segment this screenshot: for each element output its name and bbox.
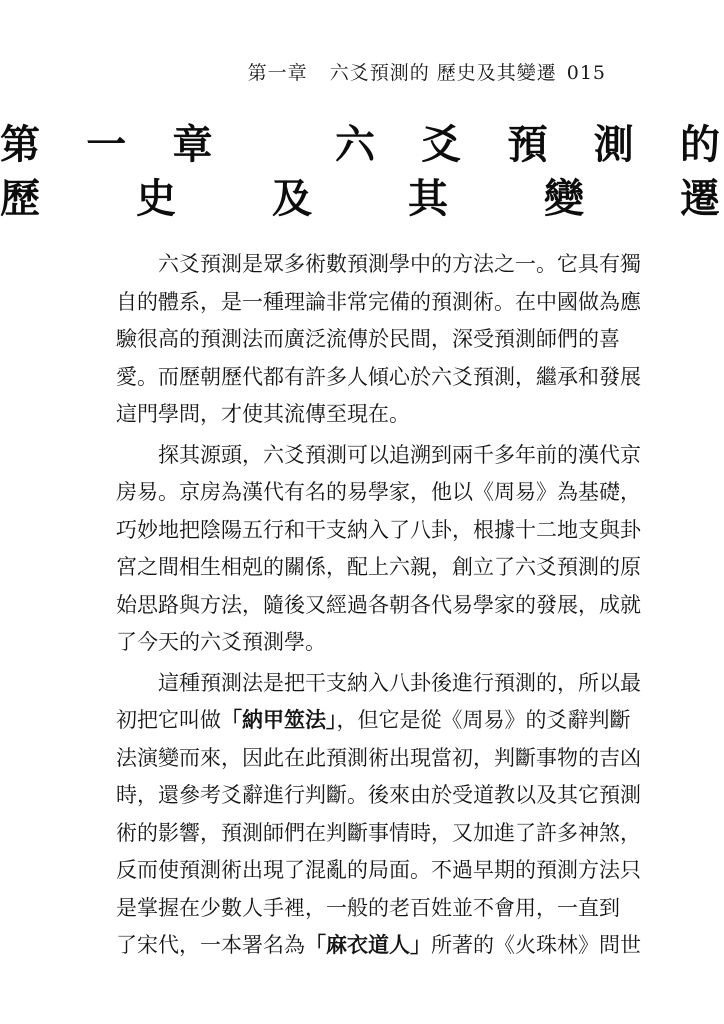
text-line: 了今天的六爻預測學。 bbox=[116, 630, 326, 654]
header-title: 六爻預測的 歷史及其變遷 bbox=[329, 62, 557, 84]
chapter-title bbox=[0, 118, 724, 226]
paragraph-2 bbox=[116, 437, 641, 662]
chapter-title-number: 第一章 bbox=[0, 121, 259, 168]
body-text bbox=[116, 246, 641, 968]
text-line bbox=[116, 927, 641, 965]
text-segment: 了宋代，一本署名為 bbox=[116, 933, 305, 957]
header-chapter: 第一章 bbox=[247, 62, 308, 84]
text-line: 自的體系，是一種理論非常完備的預測術。在中國做為應 bbox=[116, 289, 641, 314]
paragraph-1 bbox=[116, 246, 641, 434]
text-line: 反而使預測術出現了混亂的局面。不過早期的預測方法只 bbox=[116, 858, 641, 882]
emphasized-term: 「納甲筮法」 bbox=[221, 708, 337, 732]
text-line: 時，還參考爻辭進行判斷。後來由於受道教以及其它預測 bbox=[116, 783, 641, 807]
text-segment: ，但它是從《周易》的爻辭判斷 bbox=[336, 708, 631, 732]
text-line: 法演變而來，因此在此預測術出現當初，判斷事物的吉凶 bbox=[116, 745, 641, 770]
text-line: 探其源頭，六爻預測可以追溯到兩千多年前的漢代京 bbox=[158, 442, 641, 467]
text-line: 始思路與方法，隨後又經過各朝各代易學家的發展，成就 bbox=[116, 592, 641, 617]
text-line bbox=[116, 702, 631, 740]
text-segment: 所著的《火珠林》問世 bbox=[431, 933, 641, 957]
text-line: 愛。而歷朝歷代都有許多人傾心於六爻預測，繼承和發展 bbox=[116, 364, 641, 389]
chapter-title-line-2: 歷史及其變遷 bbox=[0, 175, 724, 222]
text-line: 巧妙地把陰陽五行和干支納入了八卦，根據十二地支與卦 bbox=[116, 517, 641, 542]
text-line: 六爻預測是眾多術數預測學中的方法之一。它具有獨 bbox=[158, 252, 641, 276]
text-line: 房易。京房為漢代有名的易學家，他以《周易》為基礎， bbox=[116, 480, 641, 504]
text-line: 宮之間相生相剋的關係，配上六親，創立了六爻預測的原 bbox=[116, 555, 641, 579]
text-line: 這種預測法是把干支納入八卦後進行預測的，所以最 bbox=[158, 670, 641, 695]
text-line: 術的影響，預測師們在判斷事情時，又加進了許多神煞， bbox=[116, 820, 641, 845]
chapter-title-line-1 bbox=[0, 118, 724, 172]
emphasized-term: 「麻衣道人」 bbox=[305, 933, 431, 957]
running-header bbox=[248, 58, 606, 85]
text-line: 驗很高的預測法而廣泛流傳於民間，深受預測師們的喜 bbox=[116, 327, 620, 351]
paragraph-3 bbox=[116, 665, 641, 965]
chapter-title-part-1: 六爻預測的 bbox=[292, 121, 724, 168]
text-segment: 初把它叫做 bbox=[116, 708, 221, 732]
page-number: 015 bbox=[566, 62, 606, 84]
text-line: 是掌握在少數人手裡，一般的老百姓並不會用，一直到 bbox=[116, 895, 620, 920]
text-line: 這門學問，才使其流傳至現在。 bbox=[116, 402, 410, 426]
